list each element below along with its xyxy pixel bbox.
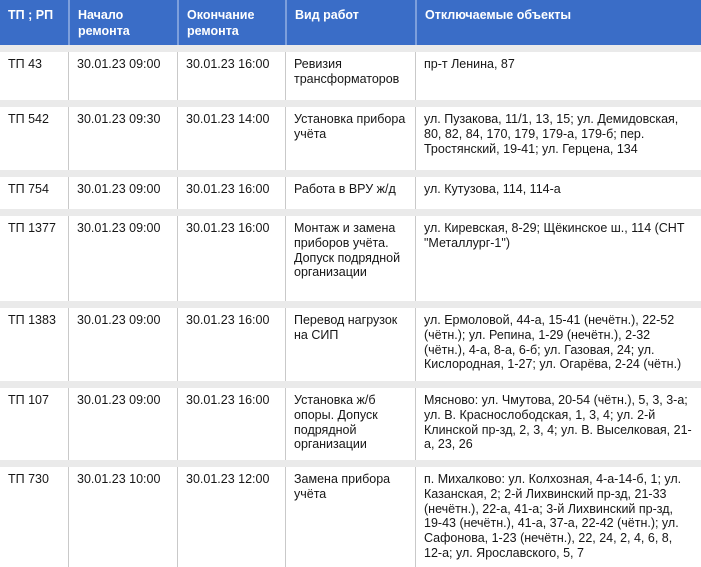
cell-work-type: Перевод нагрузок на СИП: [285, 308, 415, 381]
cell-disconnected-objects: Мясново: ул. Чмутова, 20-54 (чётн.), 5, 3, 3-а; ул. В. Краснослободская, 1, 3, 4; ул. 2-й Клинской пр-зд, 2, 3, 4; ул. В. Выселковая, 21-а, 23, 26: [415, 388, 701, 460]
cell-tp: ТП 754: [0, 177, 68, 209]
cell-disconnected-objects: ул. Кутузова, 114, 114-а: [415, 177, 701, 209]
cell-work-type: Работа в ВРУ ж/д: [285, 177, 415, 209]
cell-repair-start: 30.01.23 09:00: [68, 388, 177, 460]
cell-repair-start: 30.01.23 09:00: [68, 308, 177, 381]
cell-tp: ТП 1383: [0, 308, 68, 381]
cell-repair-start: 30.01.23 09:00: [68, 52, 177, 100]
cell-work-type: Монтаж и замена приборов учёта. Допуск подрядной организации: [285, 216, 415, 301]
cell-repair-start: 30.01.23 09:30: [68, 107, 177, 170]
cell-work-type: Ревизия трансформаторов: [285, 52, 415, 100]
cell-work-type: Установка ж/б опоры. Допуск подрядной организации: [285, 388, 415, 460]
cell-tp: ТП 730: [0, 467, 68, 567]
column-header-work-type: Вид работ: [285, 0, 415, 45]
cell-disconnected-objects: ул. Киревская, 8-29; Щёкинское ш., 114 (СНТ "Металлург-1"): [415, 216, 701, 301]
cell-work-type: Установка прибора учёта: [285, 107, 415, 170]
cell-work-type: Замена прибора учёта: [285, 467, 415, 567]
cell-repair-start: 30.01.23 09:00: [68, 216, 177, 301]
cell-disconnected-objects: пр-т Ленина, 87: [415, 52, 701, 100]
table-row: [0, 177, 701, 209]
column-header-tp-rp: ТП ; РП: [0, 0, 68, 45]
cell-disconnected-objects: ул. Пузакова, 11/1, 13, 15; ул. Демидовская, 80, 82, 84, 170, 179, 179-а, 179-б; пер. Тростянский, 19-41; ул. Герцена, 134: [415, 107, 701, 170]
table-row: [0, 216, 701, 301]
table-row: [0, 388, 701, 460]
table-row: [0, 467, 701, 567]
cell-tp: ТП 107: [0, 388, 68, 460]
cell-disconnected-objects: ул. Ермоловой, 44-а, 15-41 (нечётн.), 22-52 (чётн.); ул. Репина, 1-29 (нечётн.), 2-32 (чётн.), 4-а, 8-а, 6-б; ул. Газовая, 24; ул. Кислородная, 1-27; ул. Огарёва, 2-24 (чётн.): [415, 308, 701, 381]
cell-repair-start: 30.01.23 09:00: [68, 177, 177, 209]
column-header-disconnected-objects: Отключаемые объекты: [415, 0, 701, 45]
cell-repair-end: 30.01.23 16:00: [177, 308, 285, 381]
cell-repair-end: 30.01.23 12:00: [177, 467, 285, 567]
cell-repair-end: 30.01.23 16:00: [177, 388, 285, 460]
table-row: [0, 52, 701, 100]
cell-tp: ТП 1377: [0, 216, 68, 301]
table-row: [0, 308, 701, 381]
table-row: [0, 107, 701, 170]
cell-tp: ТП 43: [0, 52, 68, 100]
cell-repair-end: 30.01.23 14:00: [177, 107, 285, 170]
cell-repair-end: 30.01.23 16:00: [177, 177, 285, 209]
cell-repair-start: 30.01.23 10:00: [68, 467, 177, 567]
cell-repair-end: 30.01.23 16:00: [177, 52, 285, 100]
cell-repair-end: 30.01.23 16:00: [177, 216, 285, 301]
column-header-repair-end: Окончание ремонта: [177, 0, 285, 45]
table-header-row: [0, 0, 701, 45]
cell-tp: ТП 542: [0, 107, 68, 170]
column-header-repair-start: Начало ремонта: [68, 0, 177, 45]
cell-disconnected-objects: п. Михалково: ул. Колхозная, 4-а-14-б, 1; ул. Казанская, 2; 2-й Лихвинский пр-зд, 21-33 (нечётн.), 22-а, 41-а; 3-й Лихвинский пр-зд, 19-43 (нечётн.), 41-а, 37-а, 22-42 (чётн.); ул. Сафонова, 1-23 (нечётн.), 22, 24, 2, 4, 6, 8, 12-а; ул. Ярославского, 5, 7: [415, 467, 701, 567]
